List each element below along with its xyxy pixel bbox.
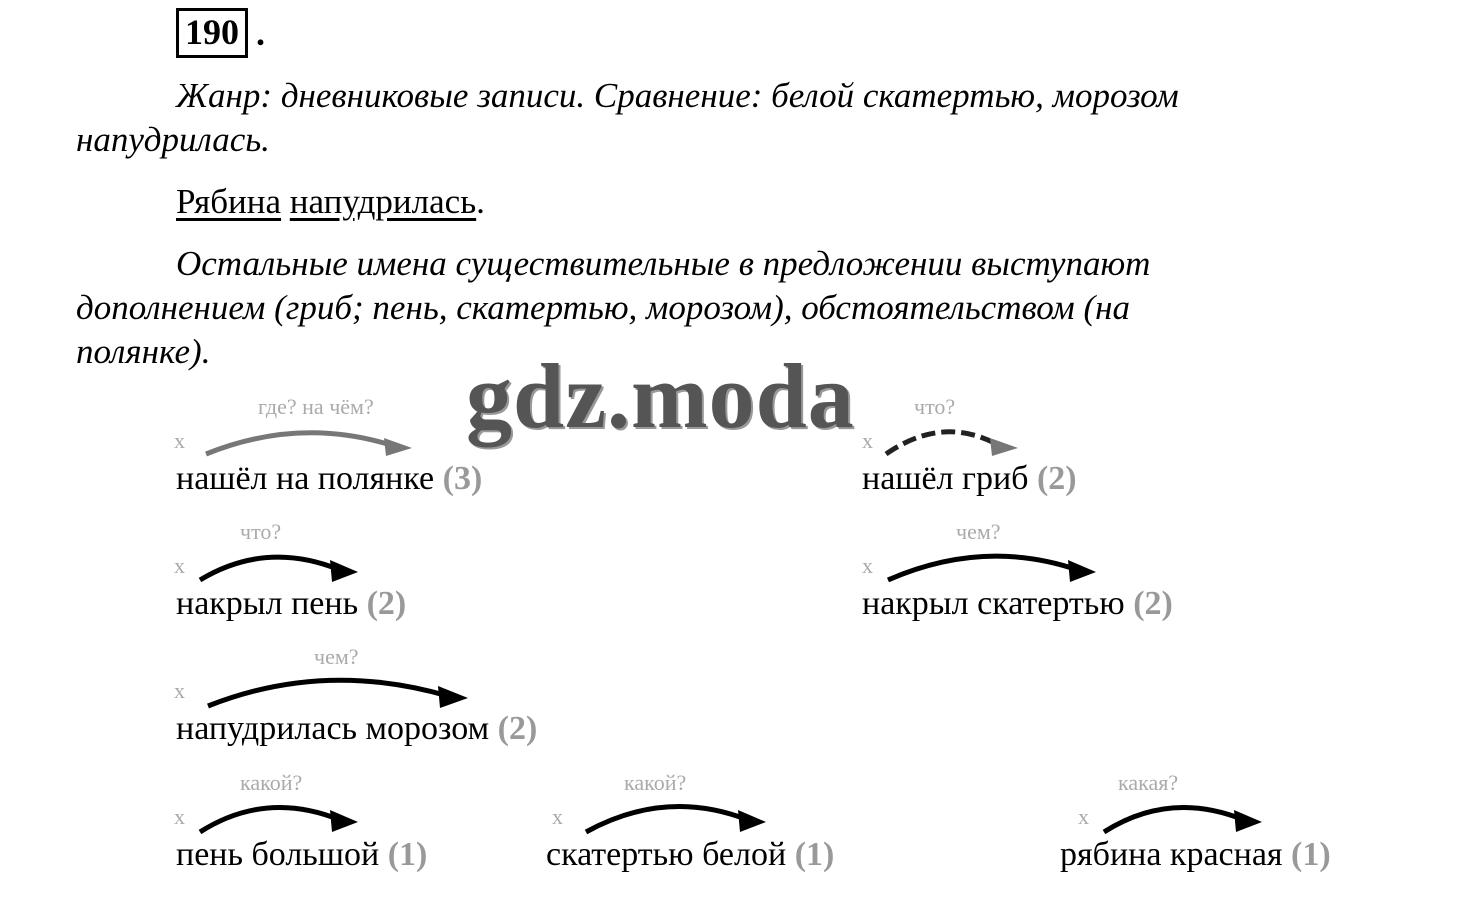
phrase-ryabina-krasnaya — [1060, 838, 1331, 872]
question-label: чем? — [956, 519, 1001, 544]
phrase-text: скатертью белой — [546, 836, 787, 873]
phrase-text: накрыл скатертью — [862, 585, 1125, 622]
phrase-count: (1) — [1291, 836, 1331, 873]
predicate-word: напудрилась — [289, 182, 477, 221]
question-label: что? — [914, 394, 956, 419]
genre-line-2: напудрилась. — [76, 120, 270, 159]
question-label: чем? — [314, 644, 359, 669]
marker-x: x — [174, 428, 185, 453]
basis-period: . — [476, 182, 485, 221]
arc-arrow-icon — [204, 668, 474, 710]
phrase-nashel-na-polyanke — [176, 462, 482, 496]
phrase-text: нашёл гриб — [862, 460, 1029, 497]
phrase-text: пень большой — [176, 836, 380, 873]
marker-x: x — [174, 678, 185, 703]
marker-x: x — [174, 553, 185, 578]
question-label: что? — [240, 519, 282, 544]
arc-arrow-icon — [196, 794, 366, 834]
phrase-napudrilas-morozom — [176, 712, 537, 746]
marker-x: x — [174, 804, 185, 829]
phrase-count: (2) — [1036, 460, 1077, 497]
members-line-3: полянке). — [76, 332, 211, 371]
arc-arrow-icon — [196, 544, 366, 584]
arc-arrow-icon — [582, 794, 776, 834]
genre-line-1: Жанр: дневниковые записи. Сравнение: белой скатертью, морозом — [176, 76, 1179, 115]
task-number: 190 — [176, 8, 248, 58]
phrase-text: нашёл на полянке — [176, 460, 435, 497]
phrase-nakryl-skatertyu — [862, 587, 1173, 621]
arc-arrow-icon — [884, 544, 1104, 584]
phrase-text: напудрилась морозом — [176, 710, 490, 747]
marker-x: x — [862, 553, 873, 578]
question-label: где? на чём? — [258, 394, 374, 419]
phrase-count: (2) — [1133, 585, 1173, 622]
phrase-text: накрыл пень — [176, 585, 359, 622]
grammatical-basis — [76, 180, 1376, 224]
task-number-dot: . — [256, 13, 265, 53]
arc-arrow-icon — [1100, 794, 1270, 834]
phrase-nashel-grib — [862, 462, 1077, 496]
marker-x: x — [552, 804, 563, 829]
phrase-skatertyu-beloy — [546, 838, 834, 872]
marker-x: x — [862, 428, 873, 453]
arc-arrow-icon — [200, 420, 420, 460]
phrase-count: (2) — [366, 585, 407, 622]
phrase-count: (3) — [442, 460, 483, 497]
members-line-2: дополнением (гриб; пень, скатертью, морозом), обстоятельством (на — [76, 288, 1130, 327]
phrase-pen-bolshoy — [176, 838, 427, 872]
marker-x: x — [1078, 804, 1089, 829]
genre-paragraph — [76, 74, 1376, 162]
watermark-logo: gdz.moda — [466, 345, 855, 447]
question-label: какой? — [240, 770, 303, 795]
phrase-count: (2) — [497, 710, 538, 747]
subject-word: Рябина — [176, 182, 282, 221]
members-line-1: Остальные имена существительные в предложении выступают — [176, 244, 1151, 283]
phrase-count: (1) — [794, 836, 835, 873]
question-label: какая? — [1118, 770, 1179, 795]
phrase-count: (1) — [387, 836, 428, 873]
question-label: какой? — [624, 770, 687, 795]
arc-arrow-icon — [880, 420, 1020, 460]
phrase-text: рябина красная — [1060, 836, 1283, 873]
phrase-nakryl-pen — [176, 587, 406, 621]
